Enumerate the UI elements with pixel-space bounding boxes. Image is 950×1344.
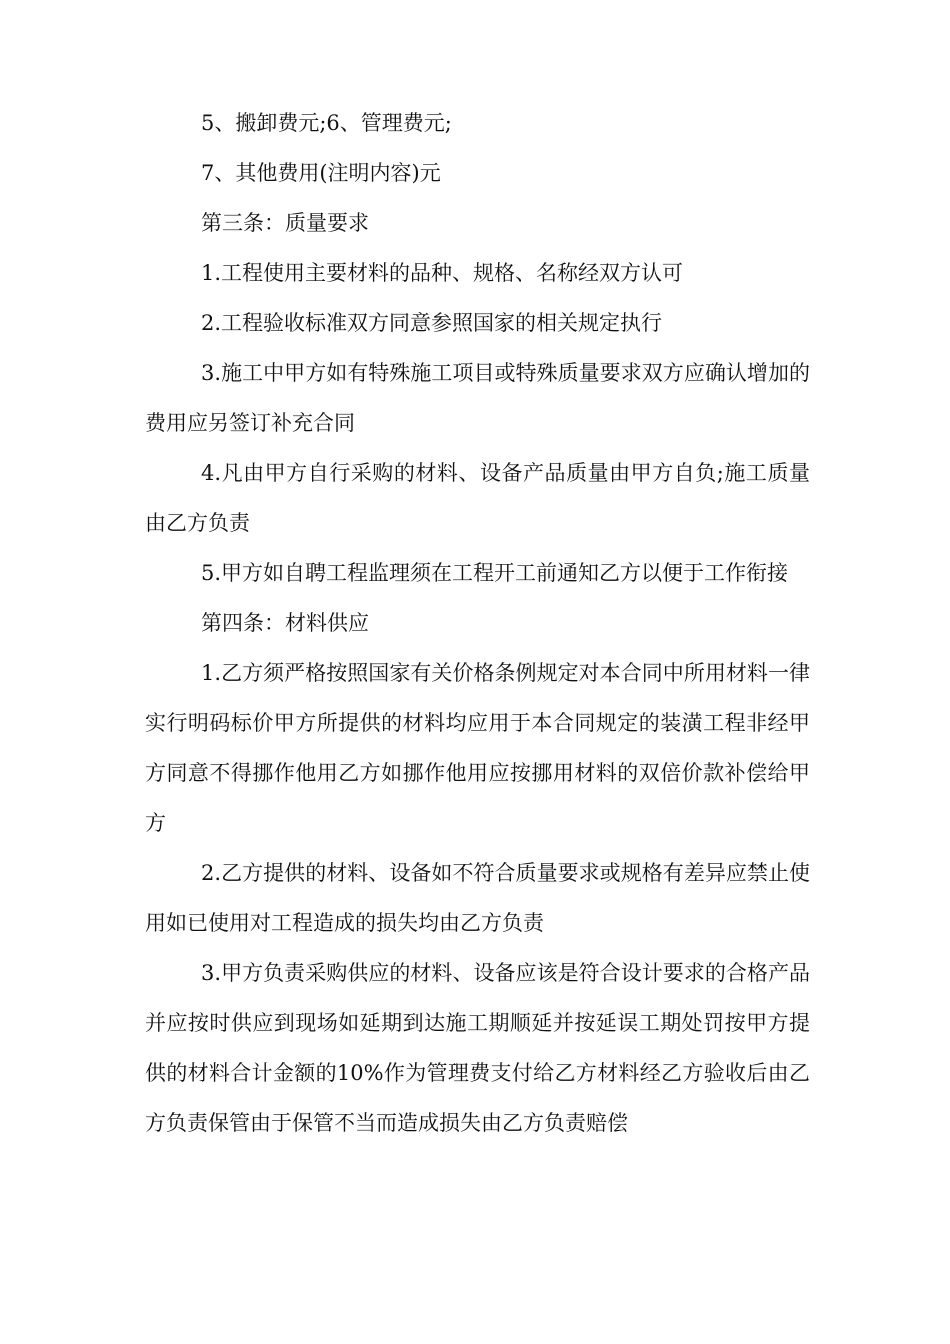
article-3-clause-1: 1.工程使用主要材料的品种、规格、名称经双方认可 [201, 261, 684, 285]
article-3-clause-3: 3.施工中甲方如有特殊施工项目或特殊质量要求双方应确认增加的费用应另签订补充合同 [145, 361, 810, 435]
article-3-clause-5: 5.甲方如自聘工程监理须在工程开工前通知乙方以便于工作衔接 [201, 561, 789, 585]
article-4-clause-1: 1.乙方须严格按照国家有关价格条例规定对本合同中所用材料一律实行明码标价甲方所提供的材料均应用于本合同规定的装潢工程非经甲方同意不得挪作他用乙方如挪作他用应按挪用材料的双倍价款补偿给甲方 [145, 661, 810, 835]
document-body [145, 98, 810, 1148]
article-3-clause-4: 4.凡由甲方自行采购的材料、设备产品质量由甲方自负;施工质量由乙方负责 [145, 461, 810, 535]
article-4-clause-2: 2.乙方提供的材料、设备如不符合质量要求或规格有差异应禁止使用如已使用对工程造成的损失均由乙方负责 [145, 861, 810, 935]
article-4-heading: 第四条：材料供应 [201, 611, 369, 635]
other-fees-line: 7、其他费用(注明内容)元 [201, 161, 441, 185]
article-3-clause-2: 2.工程验收标准双方同意参照国家的相关规定执行 [201, 311, 663, 335]
article-4-clause-3: 3.甲方负责采购供应的材料、设备应该是符合设计要求的合格产品并应按时供应到现场如延期到达施工期顺延并按延误工期处罚按甲方提供的材料合计金额的10%作为管理费支付给乙方材料经乙方验收后由乙方负责保管由于保管不当而造成损失由乙方负责赔偿 [145, 961, 810, 1135]
fee-items-line: 5、搬卸费元;6、管理费元; [201, 111, 452, 135]
article-3-heading: 第三条：质量要求 [201, 211, 369, 235]
